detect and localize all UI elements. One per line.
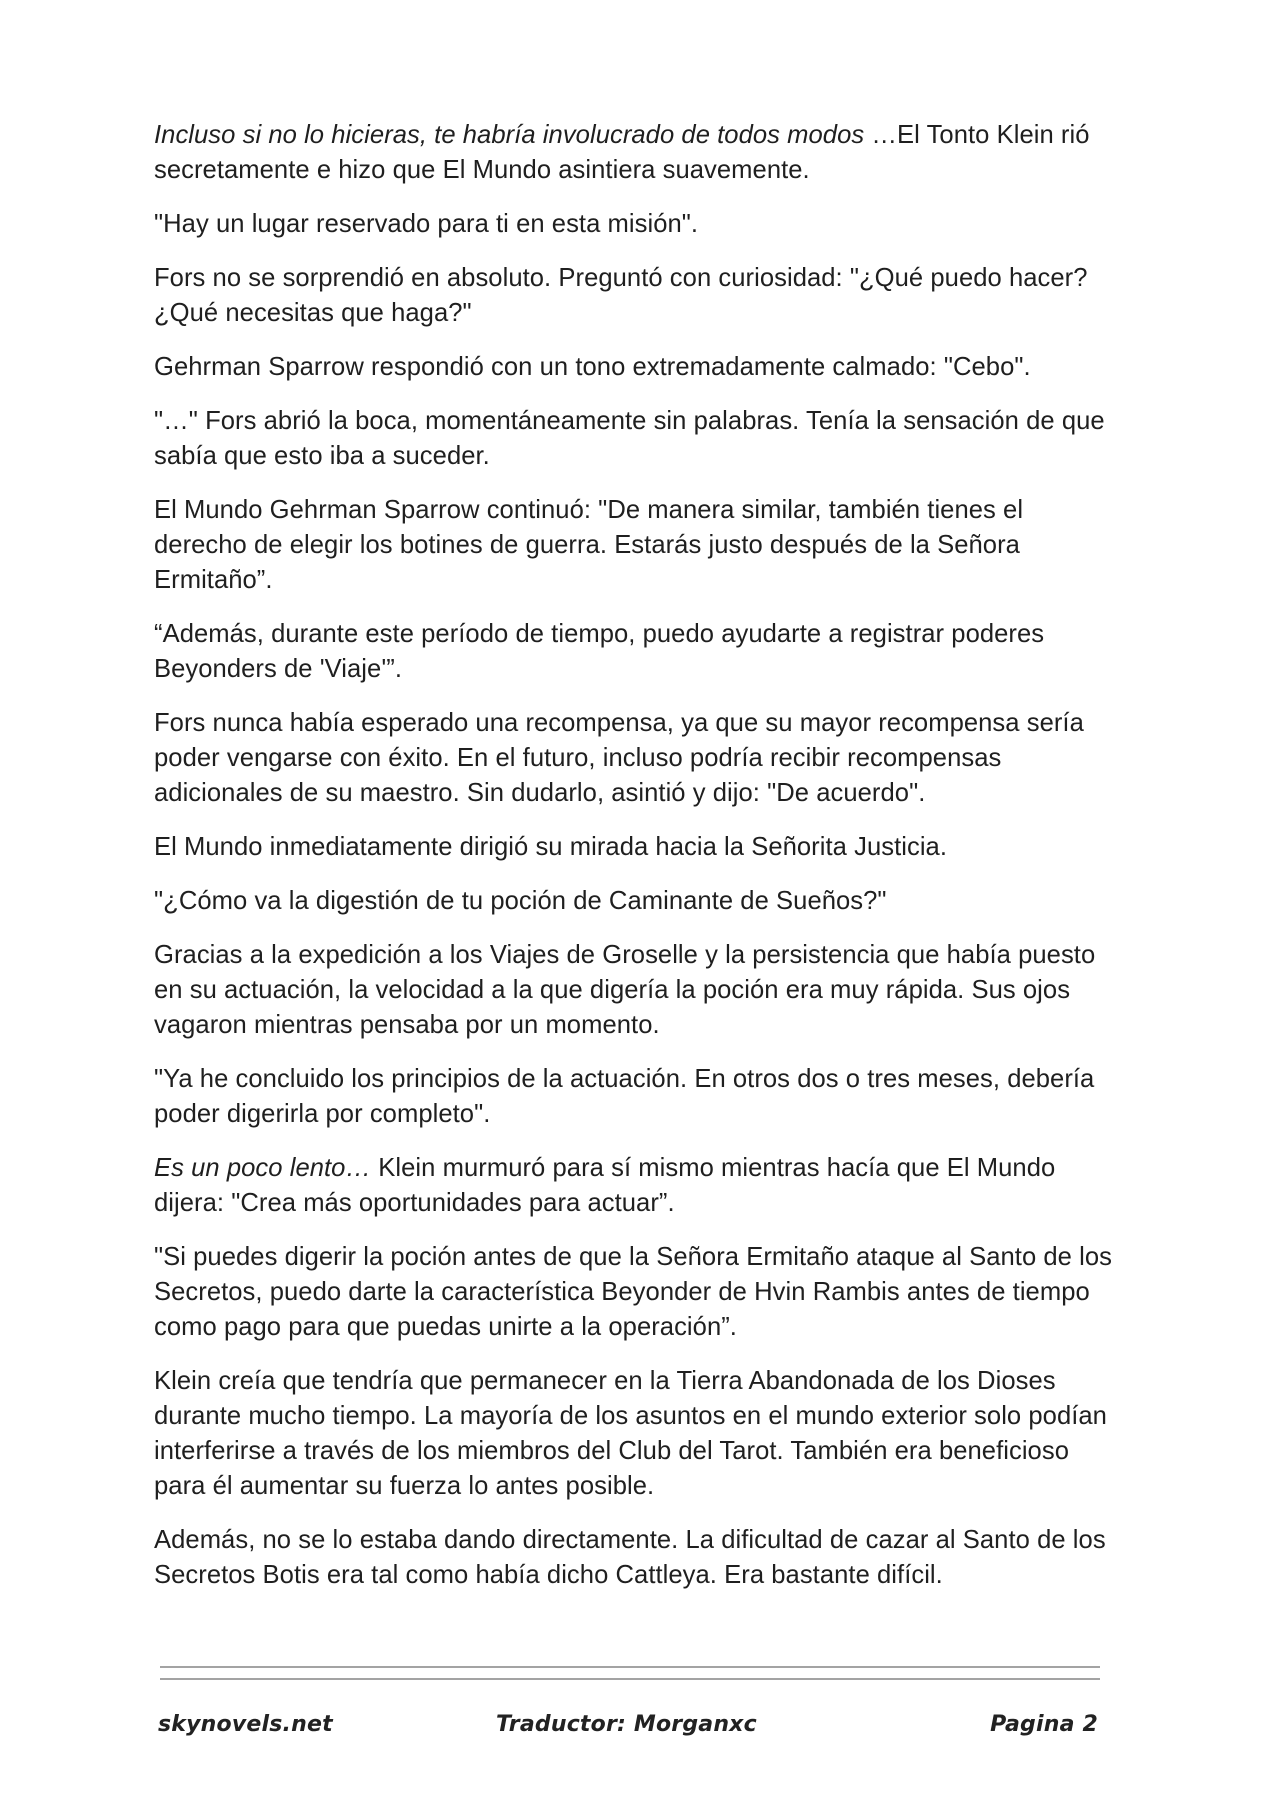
footer-rule-top — [160, 1666, 1100, 1668]
paragraph — [154, 1062, 1114, 1132]
footer-rule-bottom — [160, 1678, 1100, 1680]
paragraph — [154, 207, 1114, 242]
paragraph — [154, 884, 1114, 919]
italic-thought-text: Incluso si no lo hicieras, te habría involucrado de todos modos — [154, 121, 872, 149]
paragraph-text: "¿Cómo va la digestión de tu poción de Caminante de Sueños?" — [154, 887, 887, 915]
paragraph — [154, 1364, 1114, 1504]
italic-thought-text: Es un poco lento… — [154, 1154, 372, 1182]
paragraph-text: "Si puedes digerir la poción antes de que la Señora Ermitaño ataque al Santo de los Secretos, puedo darte la característica Beyonder de Hvin Rambis antes de tiempo como pago para que puedas unirte a la operación”. — [154, 1243, 1112, 1341]
paragraph — [154, 1151, 1114, 1221]
footer-translator: Traductor: Morganxc — [496, 1712, 757, 1737]
paragraph-text: …El Tonto Klein rió secretamente e hizo que El Mundo asintiera suavemente. — [154, 121, 1090, 184]
paragraph-text: Klein murmuró para sí mismo mientras hacía que El Mundo dijera: "Crea más oportunidades para actuar”. — [154, 1154, 1056, 1217]
paragraph — [154, 706, 1114, 811]
document-body — [154, 118, 1114, 1612]
paragraph-text: Gracias a la expedición a los Viajes de Groselle y la persistencia que había puesto en su actuación, la velocidad a la que digería la poción era muy rápida. Sus ojos vagaron mientras pensaba por un momento. — [154, 941, 1096, 1039]
paragraph — [154, 404, 1114, 474]
paragraph-text: “Además, durante este período de tiempo, puedo ayudarte a registrar poderes Beyonders de 'Viaje'”. — [154, 620, 1045, 683]
paragraph-text: Gehrman Sparrow respondió con un tono extremadamente calmado: "Cebo". — [154, 353, 1031, 381]
footer-site: skynovels.net — [158, 1712, 333, 1737]
paragraph — [154, 493, 1114, 598]
paragraph — [154, 830, 1114, 865]
paragraph-text: "Hay un lugar reservado para ti en esta misión". — [154, 210, 699, 238]
paragraph-text: Además, no se lo estaba dando directamente. La dificultad de cazar al Santo de los Secretos Botis era tal como había dicho Cattleya. Era bastante difícil. — [154, 1526, 1106, 1589]
paragraph-text: "…" Fors abrió la boca, momentáneamente sin palabras. Tenía la sensación de que sabía que esto iba a suceder. — [154, 407, 1105, 470]
paragraph — [154, 617, 1114, 687]
paragraph — [154, 118, 1114, 188]
footer-page-number: Pagina 2 — [990, 1712, 1098, 1737]
paragraph — [154, 938, 1114, 1043]
paragraph-text: Fors nunca había esperado una recompensa, ya que su mayor recompensa sería poder vengarse con éxito. En el futuro, incluso podría recibir recompensas adicionales de su maestro. Sin dudarlo, asintió y dijo: "De acuerdo". — [154, 709, 1084, 807]
paragraph — [154, 1240, 1114, 1345]
paragraph-text: El Mundo Gehrman Sparrow continuó: "De manera similar, también tienes el derecho de elegir los botines de guerra. Estarás justo después de la Señora Ermitaño”. — [154, 496, 1024, 594]
paragraph — [154, 1523, 1114, 1593]
paragraph — [154, 350, 1114, 385]
paragraph — [154, 261, 1114, 331]
paragraph-text: Klein creía que tendría que permanecer en la Tierra Abandonada de los Dioses durante mucho tiempo. La mayoría de los asuntos en el mundo exterior solo podían interferirse a través de los miembros del Club del Tarot. También era beneficioso para él aumentar su fuerza lo antes posible. — [154, 1367, 1107, 1500]
paragraph-text: El Mundo inmediatamente dirigió su mirada hacia la Señorita Justicia. — [154, 833, 947, 861]
paragraph-text: "Ya he concluido los principios de la actuación. En otros dos o tres meses, debería poder digerirla por completo". — [154, 1065, 1095, 1128]
paragraph-text: Fors no se sorprendió en absoluto. Preguntó con curiosidad: "¿Qué puedo hacer? ¿Qué necesitas que haga?" — [154, 264, 1088, 327]
